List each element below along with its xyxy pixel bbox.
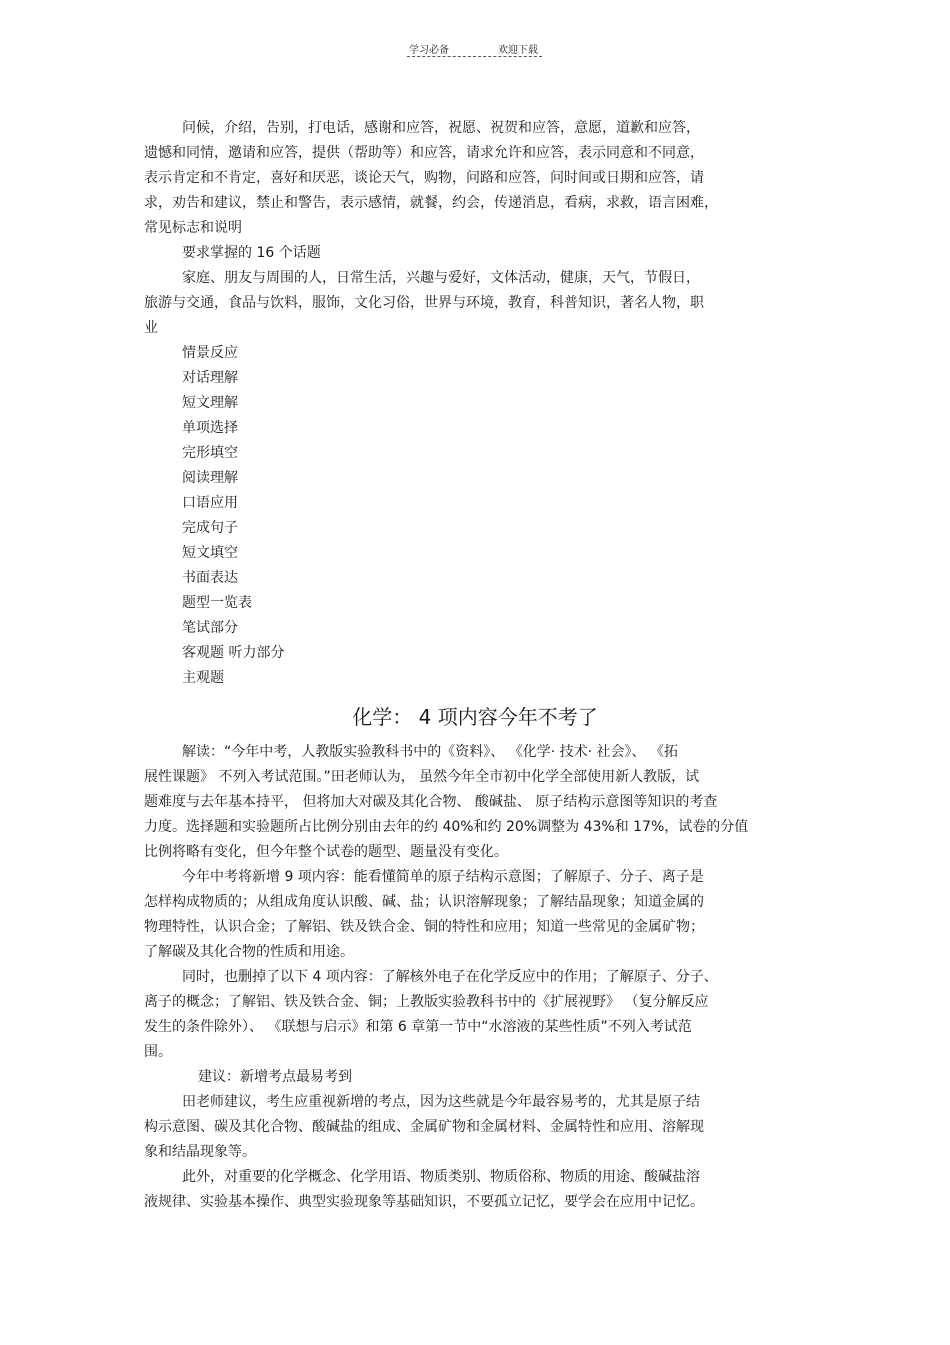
chemistry-paragraph-line: 离子的概念；了解铝、铁及铁合金、铜；上教版实验教科书中的《扩展视野》 （复分解反应 xyxy=(144,994,709,1010)
chemistry-paragraph-line: 比例将略有变化，但今年整个试卷的题型、题量没有变化。 xyxy=(144,844,508,860)
functions-line: 常见标志和说明 xyxy=(144,220,242,236)
chemistry-paragraph-line: 围。 xyxy=(144,1044,172,1060)
chemistry-paragraph-line: 构示意图、碳及其化合物、酸碱盐的组成、金属矿物和金属材料、金属特性和应用、溶解现 xyxy=(144,1119,704,1135)
chemistry-title: 化学： 4 项内容今年不考了 xyxy=(352,705,598,729)
chemistry-paragraph-line: 怎样构成物质的；从组成角度认识酸、碱、盐；认识溶解现象；了解结晶现象；知道金属的 xyxy=(144,894,704,910)
functions-line: 表示肯定和不肯定，喜好和厌恶，谈论天气，购物，问路和应答，问时间或日期和应答，请 xyxy=(144,170,704,186)
page-header xyxy=(407,40,542,57)
question-type-item: 短文填空 xyxy=(182,545,238,561)
topics-line: 业 xyxy=(144,320,158,336)
advice-heading: 建议：新增考点最易考到 xyxy=(198,1069,352,1085)
question-type-item: 阅读理解 xyxy=(182,470,238,486)
chemistry-paragraph-line: 题难度与去年基本持平， 但将加大对碳及其化合物、 酸碱盐、 原子结构示意图等知识的考查 xyxy=(144,794,718,810)
question-type-item: 对话理解 xyxy=(182,370,238,386)
functions-line: 问候，介绍，告别，打电话，感谢和应答，祝愿、祝贺和应答，意愿，道歉和应答， xyxy=(182,120,700,136)
question-type-item: 完成句子 xyxy=(182,520,238,536)
chemistry-paragraph-line: 液规律、实验基本操作、典型实验现象等基础知识，不要孤立记忆，要学会在应用中记忆。 xyxy=(144,1194,704,1210)
chemistry-paragraph-line: 力度。选择题和实验题所占比例分别由去年的约 40%和约 20%调整为 43%和 17%，试卷的分值 xyxy=(144,819,749,835)
topics-line: 旅游与交通，食品与饮料，服饰，文化习俗，世界与环境，教育，科普知识，著名人物，职 xyxy=(144,295,704,311)
question-type-item: 短文理解 xyxy=(182,395,238,411)
question-type-item: 单项选择 xyxy=(182,420,238,436)
question-type-item: 完形填空 xyxy=(182,445,238,461)
header-left-text: 学习必备 xyxy=(409,45,449,56)
chemistry-paragraph-line: 了解碳及其化合物的性质和用途。 xyxy=(144,944,354,960)
question-type-item: 客观题 听力部分 xyxy=(182,645,285,661)
functions-line: 求，劝告和建议，禁止和警告，表示感情，就餐，约会，传递消息，看病，求救，语言困难， xyxy=(144,195,718,211)
chemistry-paragraph-line: 解读：“今年中考，人教版实验教科书中的《资料》、 《化学· 技术· 社会》、 《拓 xyxy=(182,744,678,760)
chemistry-paragraph-line: 此外，对重要的化学概念、化学用语、物质类别、物质俗称、物质的用途、酸碱盐溶 xyxy=(182,1169,700,1185)
question-type-item: 情景反应 xyxy=(182,345,238,361)
header-right-text: 欢迎下载 xyxy=(498,45,538,56)
functions-line: 遗憾和同情，邀请和应答，提供（帮助等）和应答，请求允许和应答，表示同意和不同意， xyxy=(144,145,704,161)
chemistry-paragraph-line: 象和结晶现象等。 xyxy=(144,1144,256,1160)
chemistry-paragraph-line: 今年中考将新增 9 项内容：能看懂简单的原子结构示意图；了解原子、分子、离子是 xyxy=(182,869,704,885)
question-type-item: 书面表达 xyxy=(182,570,238,586)
topics-heading: 要求掌握的 16 个话题 xyxy=(182,245,321,261)
chemistry-paragraph-line: 同时，也删掉了以下 4 项内容：了解核外电子在化学反应中的作用；了解原子、分子、 xyxy=(182,969,718,985)
chemistry-paragraph-line: 发生的条件除外）、 《联想与启示》和第 6 章第一节中“水溶液的某些性质”不列入考试范 xyxy=(144,1019,692,1035)
chemistry-paragraph-line: 展性课题》 不列入考试范围。”田老师认为， 虽然今年全市初中化学全部使用新人教版，试 xyxy=(144,769,700,785)
chemistry-paragraph-line: 物理特性，认识合金；了解铝、铁及铁合金、铜的特性和应用；知道一些常见的金属矿物； xyxy=(144,919,704,935)
question-type-item: 主观题 xyxy=(182,670,224,686)
topics-line: 家庭、朋友与周围的人，日常生活，兴趣与爱好，文体活动，健康，天气，节假日， xyxy=(182,270,700,286)
question-type-item: 笔试部分 xyxy=(182,620,238,636)
chemistry-paragraph-line: 田老师建议，考生应重视新增的考点，因为这些就是今年最容易考的，尤其是原子结 xyxy=(182,1094,700,1110)
question-type-item: 题型一览表 xyxy=(182,595,252,611)
question-type-item: 口语应用 xyxy=(182,495,238,511)
